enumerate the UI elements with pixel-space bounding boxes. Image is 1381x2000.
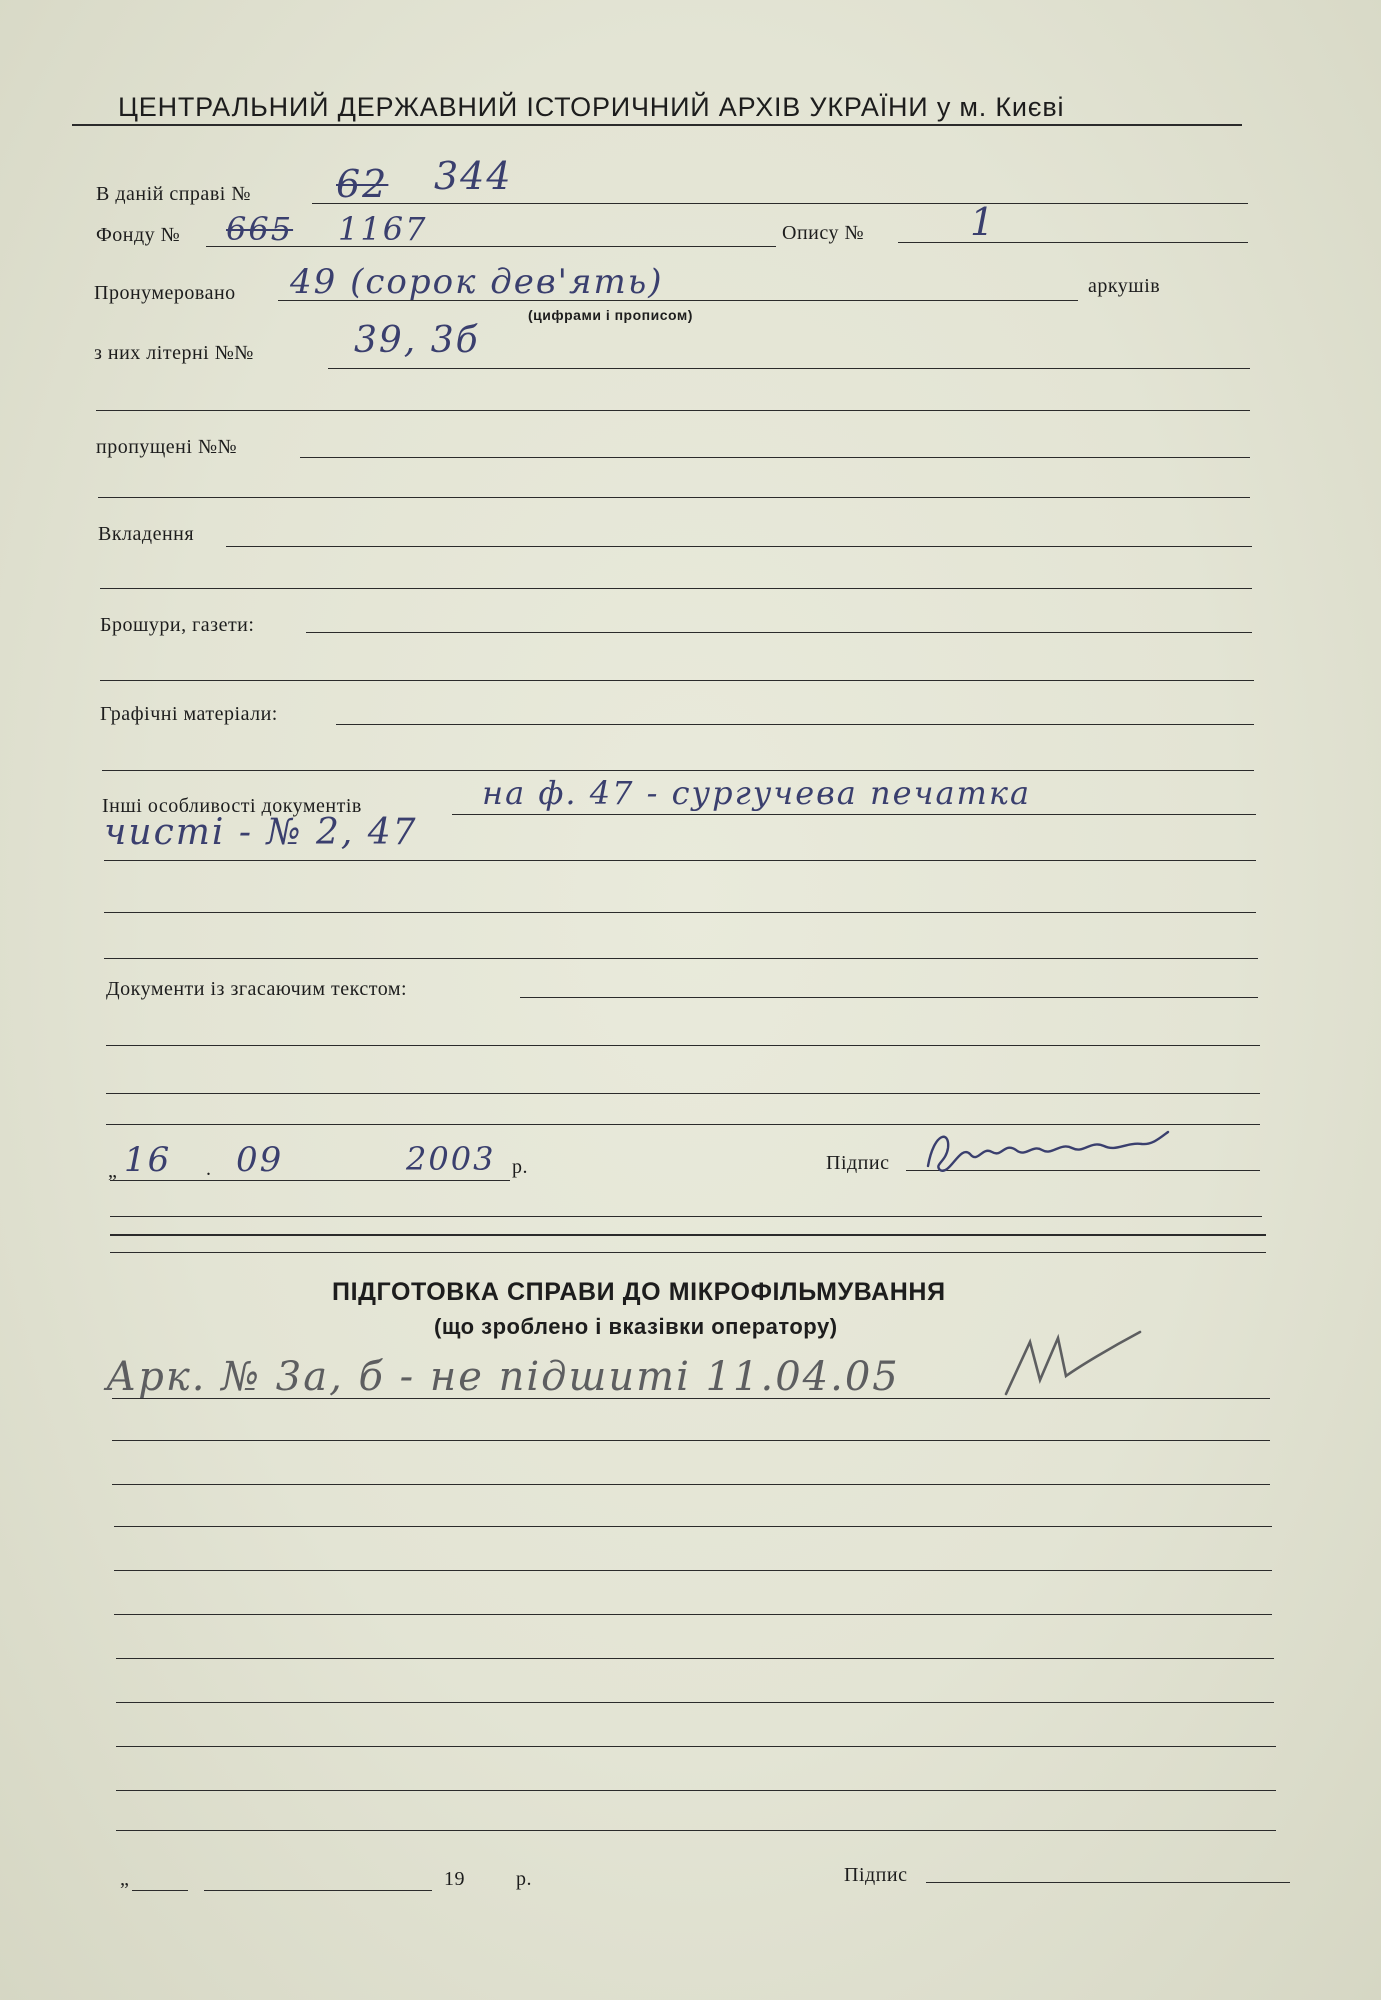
opys-value: 1	[970, 200, 997, 244]
case-value-old: 62	[336, 162, 389, 206]
microfilm-line-5	[114, 1570, 1272, 1571]
missing-line	[300, 457, 1250, 458]
microfilm-line-4	[114, 1526, 1272, 1527]
fading-line	[520, 997, 1258, 998]
fading-line-3	[106, 1093, 1260, 1094]
section-separator-2	[110, 1252, 1266, 1253]
numbered-value: 49 (сорок дев'ять)	[290, 262, 664, 302]
missing-line-2	[98, 497, 1250, 498]
date-line	[110, 1180, 510, 1181]
microfilm-line-10	[116, 1790, 1276, 1791]
fond-line	[206, 246, 776, 247]
microfilm-line-7	[116, 1658, 1274, 1659]
fond-value-new: 1167	[338, 210, 428, 248]
opys-label: Опису №	[782, 222, 865, 244]
letters-line-2	[96, 410, 1250, 411]
other-value-line1: на ф. 47 - сургучева печатка	[482, 774, 1032, 812]
opys-line	[898, 242, 1248, 243]
date-day-dot: .	[206, 1158, 212, 1180]
missing-label: пропущені №№	[96, 436, 238, 458]
microfilm-date-suffix: р.	[516, 1868, 532, 1890]
letters-line	[328, 368, 1250, 369]
numbered-line	[278, 300, 1078, 301]
archive-title: ЦЕНТРАЛЬНИЙ ДЕРЖАВНИЙ ІСТОРИЧНИЙ АРХІВ УКРАЇНИ у м. Києві	[118, 92, 1065, 122]
attachments-line-2	[100, 588, 1252, 589]
graphics-label: Графічні матеріали:	[100, 703, 278, 725]
signature-label: Підпис	[826, 1152, 890, 1174]
microfilm-signature-line	[926, 1882, 1290, 1883]
microfilm-line-1	[112, 1398, 1270, 1399]
numbered-label: Пронумеровано	[94, 282, 236, 304]
date-year-suffix: р.	[512, 1156, 528, 1178]
date-month: 09	[236, 1140, 284, 1180]
microfilm-line-3	[112, 1484, 1270, 1485]
section-separator-1	[110, 1234, 1266, 1236]
microfilm-date-prefix: 19	[444, 1868, 465, 1890]
other-line-2	[104, 860, 1256, 861]
brochures-label: Брошури, газети:	[100, 614, 255, 636]
fading-label: Документи із згасаючим текстом:	[106, 978, 408, 1000]
brochures-line	[306, 632, 1252, 633]
microfilm-date-quote: „	[120, 1868, 130, 1890]
microfilm-date-month-line	[204, 1890, 432, 1891]
case-value-new: 344	[434, 154, 513, 198]
microfilm-subtitle: (що зроблено і вказівки оператору)	[434, 1314, 838, 1339]
microfilm-line-8	[116, 1702, 1274, 1703]
microfilm-signature-label: Підпис	[844, 1864, 908, 1886]
microfilm-line-11	[116, 1830, 1276, 1831]
signature-handwritten	[920, 1124, 1180, 1184]
numbered-hint: (цифрами і прописом)	[528, 307, 693, 323]
microfilm-date-day-line	[132, 1890, 188, 1891]
fond-value-old: 665	[226, 210, 294, 248]
other-line	[452, 814, 1256, 815]
sheets-label: аркушів	[1088, 275, 1161, 297]
date-year: 2003	[406, 1140, 496, 1178]
other-label: Інші особливості документів	[102, 795, 362, 817]
case-label: В даній справі №	[96, 183, 251, 205]
graphics-line	[336, 724, 1254, 725]
fading-line-2	[106, 1045, 1260, 1046]
signature-under-line	[110, 1216, 1262, 1217]
attachments-line	[226, 546, 1252, 547]
graphics-line-2	[102, 770, 1254, 771]
letters-value: 39, 3б	[354, 320, 480, 361]
microfilm-line-2	[112, 1440, 1270, 1441]
attachments-label: Вкладення	[98, 523, 195, 545]
microfilm-line-6	[114, 1614, 1272, 1615]
letters-label: з них літерні №№	[94, 342, 254, 364]
microfilm-signature	[1000, 1320, 1150, 1400]
microfilm-line-9	[116, 1746, 1276, 1747]
microfilm-title: ПІДГОТОВКА СПРАВИ ДО МІКРОФІЛЬМУВАННЯ	[332, 1278, 946, 1306]
other-line-3	[104, 912, 1256, 913]
header-rule	[72, 124, 1242, 126]
case-line	[312, 203, 1248, 204]
microfilm-note: Арк. № 3а, б - не підшиті 11.04.05	[106, 1354, 900, 1400]
brochures-line-2	[100, 680, 1254, 681]
other-line-4	[104, 958, 1258, 959]
fond-label: Фонду №	[96, 224, 181, 246]
date-opening-quote: „	[108, 1160, 118, 1182]
date-day: 16	[124, 1140, 172, 1180]
other-value-line2: чисті - № 2, 47	[104, 812, 418, 853]
